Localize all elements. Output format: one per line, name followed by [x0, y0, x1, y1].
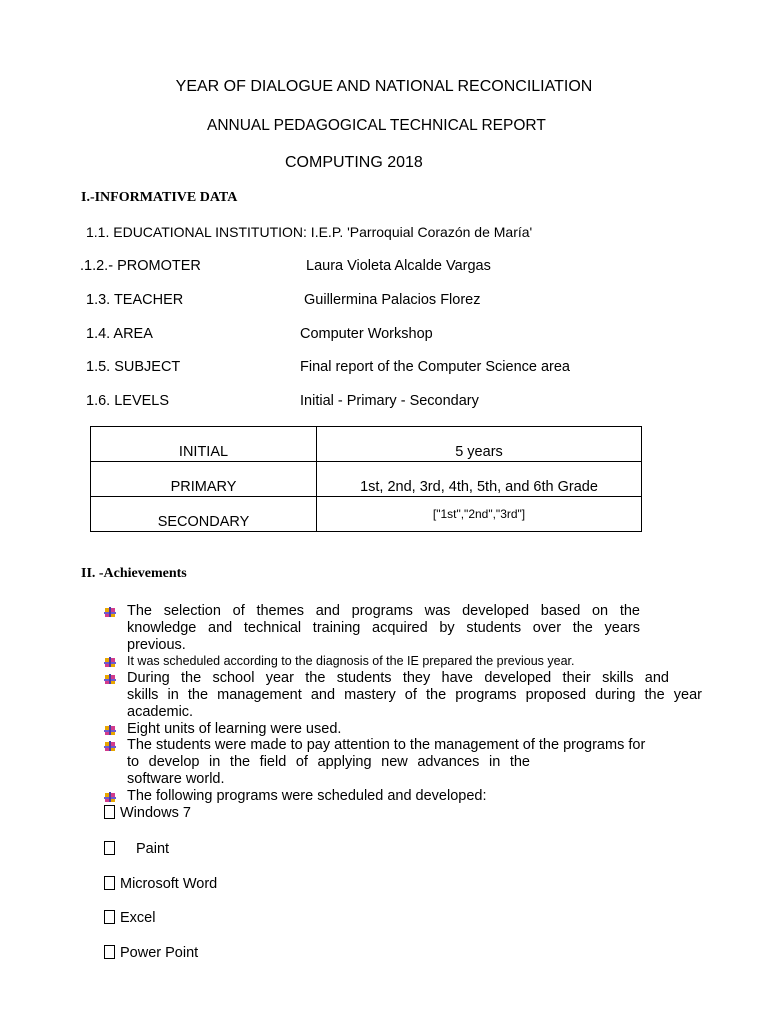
level-detail-cell: 5 years — [317, 427, 642, 462]
list-item-line: to develop in the field of applying new advances in the — [127, 754, 530, 771]
list-item-line: It was scheduled according to the diagnosis of the IE prepared the previous year. — [127, 654, 575, 669]
program-label: Microsoft Word — [120, 876, 218, 892]
checkbox-square-icon — [104, 945, 115, 959]
info-area-value: Computer Workshop — [300, 326, 433, 342]
list-item-line: The students were made to pay attention to the management of the programs for — [127, 737, 646, 754]
table-row — [91, 462, 642, 497]
subtitle: COMPUTING 2018 — [285, 154, 423, 171]
level-cell: PRIMARY — [91, 462, 317, 497]
list-item — [104, 788, 702, 805]
section-informative-title: I.-INFORMATIVE DATA — [81, 190, 238, 205]
info-area-label: 1.4. AREA — [86, 326, 153, 342]
list-item — [104, 737, 702, 787]
program-label: Paint — [136, 841, 170, 857]
bullet-icon — [104, 741, 116, 751]
info-subject-value: Final report of the Computer Science area — [300, 359, 570, 375]
list-item-line: previous. — [127, 636, 186, 653]
header-title: YEAR OF DIALOGUE AND NATIONAL RECONCILIATION — [175, 78, 593, 95]
checkbox-square-icon — [104, 910, 115, 924]
list-item — [104, 603, 702, 653]
bullet-icon — [104, 607, 116, 617]
bullet-icon — [104, 792, 116, 802]
bullet-icon — [104, 725, 116, 735]
bullet-icon — [104, 674, 116, 684]
list-item-line: During the school year the students they have developed their skills and — [127, 670, 669, 687]
list-item-line: software world. — [127, 770, 225, 787]
level-cell: SECONDARY — [91, 497, 317, 532]
section-achievements-title: II. -Achievements — [81, 566, 187, 581]
program-item — [104, 910, 155, 926]
list-item — [104, 721, 702, 738]
checkbox-square-icon — [104, 841, 115, 855]
info-levels-label: 1.6. LEVELS — [86, 393, 170, 409]
program-label: Windows 7 — [120, 805, 191, 821]
table-row — [91, 497, 642, 532]
program-item — [104, 945, 198, 961]
list-item-line: academic. — [127, 703, 194, 720]
checkbox-square-icon — [104, 876, 115, 890]
info-teacher-value: Guillermina Palacios Florez — [304, 292, 481, 308]
info-levels-value: Initial - Primary - Secondary — [300, 393, 479, 409]
info-promoter-value: Laura Violeta Alcalde Vargas — [306, 258, 491, 274]
level-detail-cell: ["1st","2nd","3rd"] — [317, 497, 642, 532]
bullet-icon — [104, 657, 116, 667]
list-item-line: Eight units of learning were used. — [127, 720, 342, 737]
levels-table — [90, 426, 642, 532]
program-item — [104, 876, 217, 892]
program-item — [104, 805, 191, 821]
info-promoter-label: .1.2.- PROMOTER — [80, 258, 201, 274]
achievements-list — [104, 603, 702, 805]
list-item — [104, 653, 702, 670]
program-label: Excel — [120, 910, 156, 926]
list-item-line: The selection of themes and programs was developed based on the — [127, 603, 640, 619]
list-item-line: knowledge and technical training acquired by students over the years — [127, 619, 640, 636]
list-item-line: The following programs were scheduled and developed: — [127, 787, 487, 804]
level-detail-cell: 1st, 2nd, 3rd, 4th, 5th, and 6th Grade — [317, 462, 642, 497]
info-subject-label: 1.5. SUBJECT — [86, 359, 181, 375]
info-institution: 1.1. EDUCATIONAL INSTITUTION: I.E.P. 'Parroquial Corazón de María' — [86, 224, 533, 240]
info-teacher-label: 1.3. TEACHER — [86, 292, 184, 308]
list-item-line: skills in the management and mastery of the programs proposed during the year — [127, 686, 702, 703]
table-row — [91, 427, 642, 462]
checkbox-square-icon — [104, 805, 115, 819]
list-item — [104, 670, 702, 720]
program-item — [104, 841, 169, 857]
program-label: Power Point — [120, 945, 199, 961]
report-title: ANNUAL PEDAGOGICAL TECHNICAL REPORT — [207, 117, 546, 134]
level-cell: INITIAL — [91, 427, 317, 462]
